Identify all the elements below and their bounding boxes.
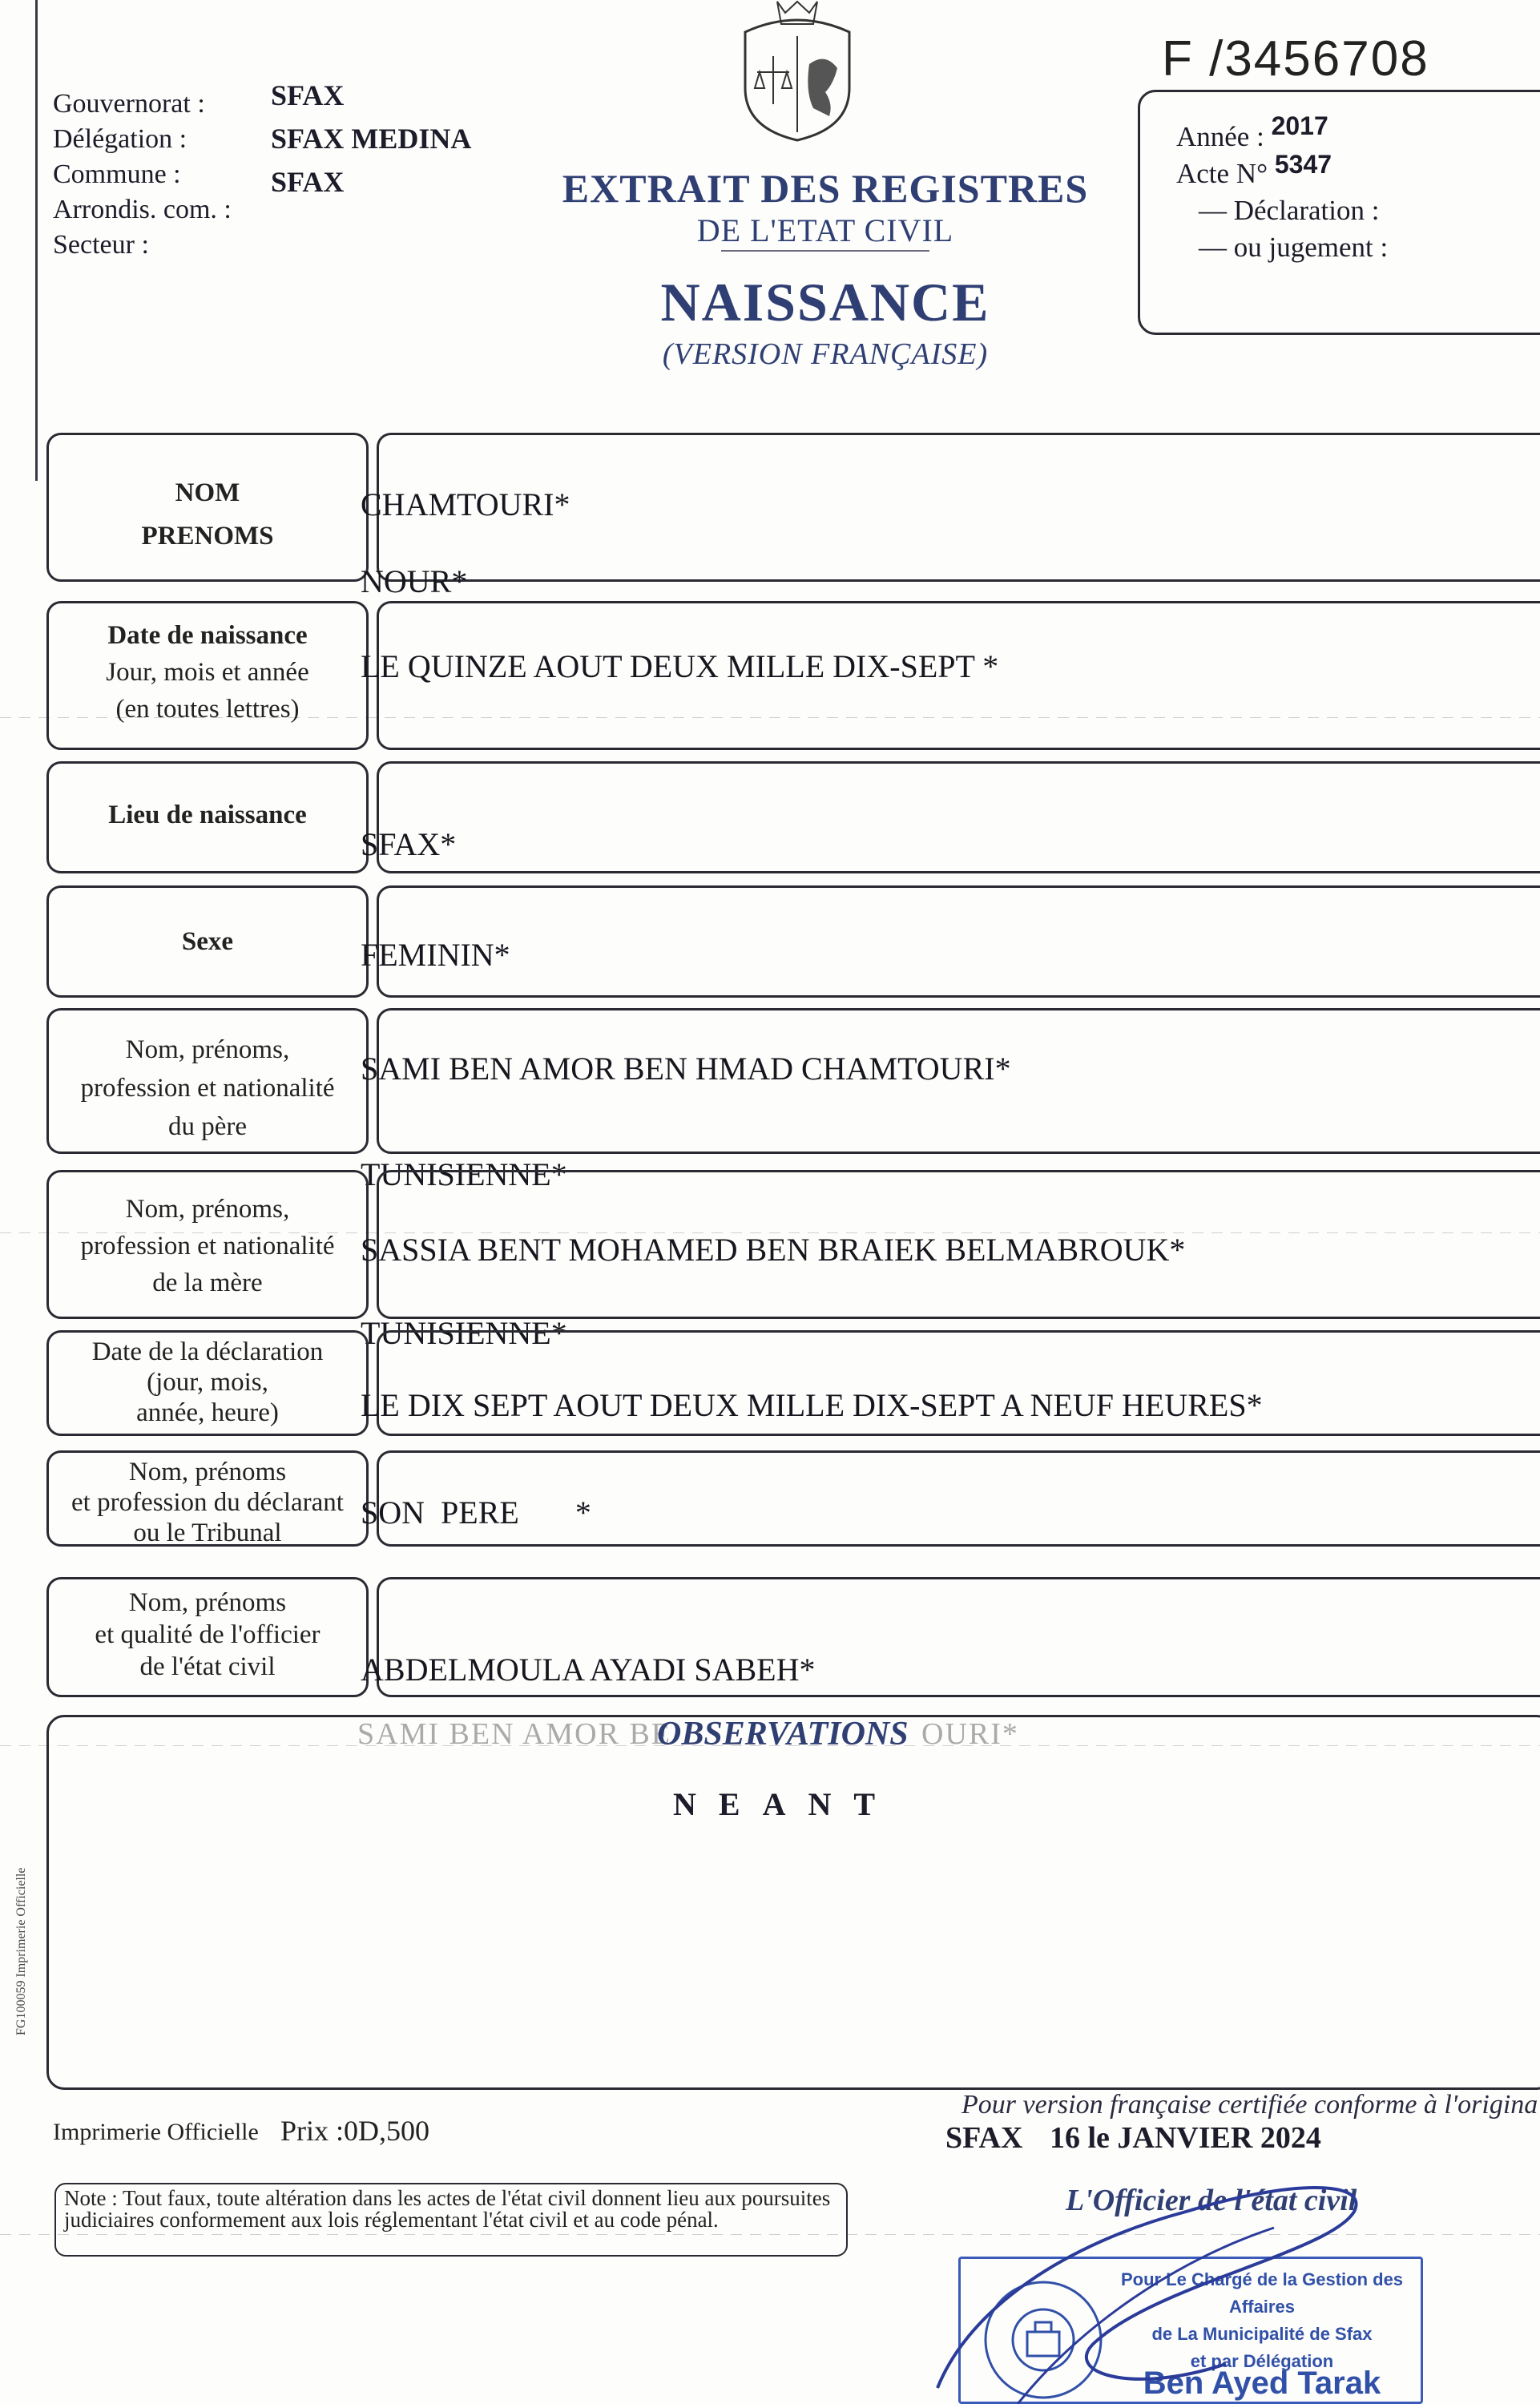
observations-ghost-text: SAMI BEN AMOR BE — [357, 1717, 671, 1751]
declaration-date-label: Date de la déclaration (jour, mois, année, heure) — [91, 1337, 324, 1427]
document-subtitle: DE L'ETAT CIVIL — [696, 212, 954, 248]
sexe-value-box — [377, 885, 1540, 998]
delegation-value: SFAX MEDINA — [271, 123, 472, 155]
lieu-label: Lieu de naissance — [108, 801, 307, 829]
title-divider — [721, 250, 929, 252]
sexe-value: FEMININ* — [361, 937, 510, 973]
annee-label: Année : — [1176, 121, 1264, 152]
lieu-value: SFAX* — [361, 826, 457, 862]
coat-of-arms-icon — [729, 0, 865, 144]
gouvernorat-label: Gouvernorat : — [53, 89, 205, 119]
acte-number-label: Acte N° — [1176, 158, 1268, 189]
mere-label: Nom, prénoms, profession et nationalité de la mère — [80, 1195, 335, 1297]
prenom-value: NOUR* — [361, 563, 468, 599]
lieu-value-box — [377, 761, 1540, 873]
stamp-text: Pour Le Chargé de la Gestion des Affaires de La Municipalité de Sfax et par Délégation — [1120, 2269, 1404, 2371]
margin-line — [35, 0, 38, 481]
observations-box — [46, 1715, 1540, 2090]
certification-text: Pour version française certifiée conforme à l'origina — [961, 2090, 1538, 2120]
officier-value: ABDELMOULA AYADI SABEH* — [361, 1652, 816, 1688]
observations-title: OBSERVATIONS — [657, 1716, 909, 1753]
issue-date: 16 le JANVIER 2024 — [1050, 2121, 1321, 2155]
legal-note: Note : Tout faux, toute altération dans les actes de l'état civil donnent lieu aux poursuites judiciaires conformement aux lois réglementant l'état civil et au code pénal. — [64, 2186, 831, 2232]
dob-value: LE QUINZE AOUT DEUX MILLE DIX-SEPT * — [361, 648, 999, 684]
mere-value: SASSIA BENT MOHAMED BEN BRAIEK BELMABROUK* — [361, 1232, 1186, 1268]
pere-nationalite: TUNISIENNE* — [361, 1156, 567, 1192]
officier-label: Nom, prénoms et qualité de l'officier de l'état civil — [95, 1588, 320, 1681]
declarant-label: Nom, prénoms et profession du déclarant ou le Tribunal — [71, 1458, 344, 1547]
nom-label: NOM PRENOMS — [141, 478, 274, 551]
delegation-label: Délégation : — [53, 124, 187, 154]
document-title: EXTRAIT DES REGISTRES — [562, 166, 1089, 211]
declaration-date-value: LE DIX SEPT AOUT DEUX MILLE DIX-SEPT A NEUF HEURES* — [361, 1387, 1263, 1423]
declarant-value: SON PERE * — [361, 1494, 591, 1531]
side-code: FG100059 Imprimerie Officielle — [14, 1867, 28, 2035]
secteur-label: Secteur : — [53, 230, 149, 260]
commune-value: SFAX — [271, 166, 345, 198]
observations-ghost-text-end: OURI* — [921, 1717, 1019, 1751]
admin-values — [271, 74, 471, 204]
admin-labels — [53, 87, 232, 263]
acte-number-value: 5347 — [1274, 150, 1332, 179]
gouvernorat-value: SFAX — [271, 79, 345, 111]
arrondissement-label: Arrondis. com. : — [53, 195, 232, 224]
sexe-label: Sexe — [181, 927, 234, 956]
jugement-label: — ou jugement : — [1199, 232, 1389, 263]
price-label: Prix :0D,500 — [280, 2115, 430, 2147]
commune-label: Commune : — [53, 159, 181, 189]
mere-nationalite: TUNISIENNE* — [361, 1315, 567, 1351]
nom-value: CHAMTOURI* — [361, 486, 570, 522]
pere-value: SAMI BEN AMOR BEN HMAD CHAMTOURI* — [361, 1051, 1011, 1087]
imprimerie-label: Imprimerie Officielle — [53, 2119, 259, 2145]
handwritten-signature — [921, 2164, 1418, 2404]
document-type: NAISSANCE — [660, 272, 990, 333]
stamp-signatory-name: Ben Ayed Tarak — [1143, 2366, 1381, 2401]
declaration-label: — Déclaration : — [1199, 195, 1380, 226]
annee-value: 2017 — [1271, 111, 1328, 140]
issue-city: SFAX — [945, 2121, 1023, 2155]
document-version: (VERSION FRANÇAISE) — [662, 337, 989, 371]
dob-label: Date de naissance Jour, mois et année (en toutes lettres) — [106, 621, 309, 724]
pere-label: Nom, prénoms, profession et nationalité du père — [80, 1035, 335, 1141]
observations-value: NEANT — [673, 1786, 898, 1822]
officer-title: L'Officier de l'état civil — [1066, 2184, 1357, 2217]
acte-details — [1176, 111, 1389, 266]
document-number: F /3456708 — [1162, 31, 1429, 87]
